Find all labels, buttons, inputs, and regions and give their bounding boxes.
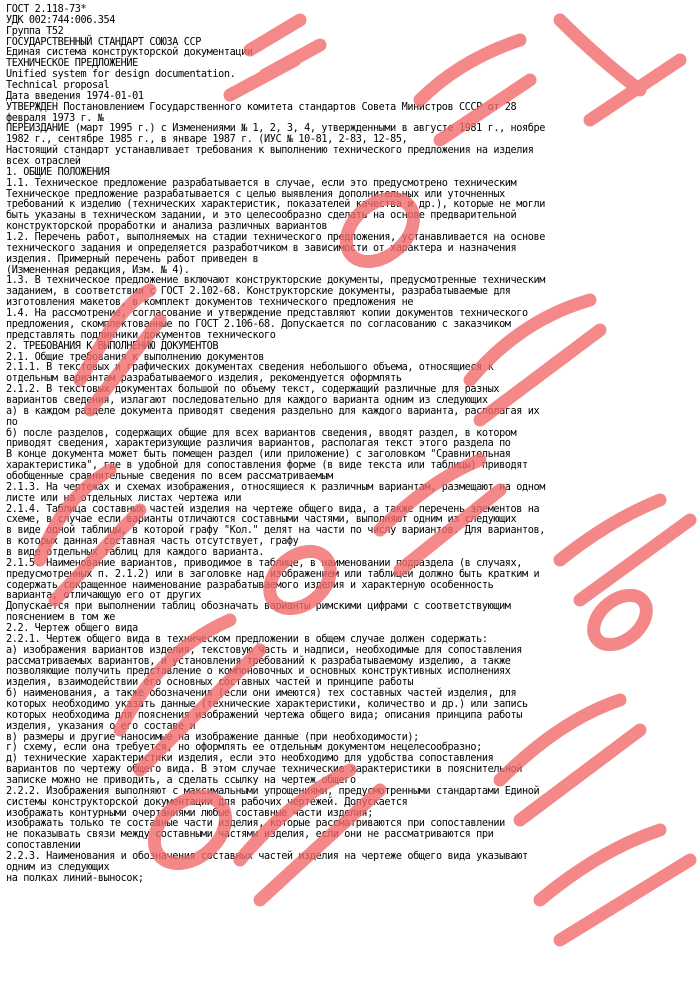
text-line: 1. ОБЩИЕ ПОЛОЖЕНИЯ: [6, 166, 110, 178]
document-body: [6, 5, 696, 885]
text-line: отдельным вариантам разрабатываемого изделия, рекомендуется оформлять: [6, 373, 402, 385]
text-line: изображать только те составные части изделия, которые рассматриваются при сопоставлении: [6, 818, 505, 830]
text-line: не показывать связи между составными частями изделия, если они не рассматриваются при: [6, 829, 494, 841]
text-line: записке можно не приводить, а сделать ссылку на чертеж общего: [6, 775, 356, 787]
text-line: В конце документа может быть помещен раздел (или приложение) с заголовком "Сравнительная: [6, 449, 511, 461]
text-line: обобщенные сравнительные сведения по всем рассматриваемым: [6, 470, 333, 482]
text-line: 2.1.4. Таблица составных частей изделия на чертеже общего вида, а также перечень элементов на: [6, 503, 540, 515]
text-line: одним из следующих: [6, 861, 110, 873]
text-line: ГОСУДАРСТВЕННЫЙ СТАНДАРТ СОЮЗА ССР: [6, 36, 201, 48]
text-line: рассматриваемых вариантов, и установления требований к разрабатываемому изделию, а также: [6, 655, 511, 667]
text-line: изделия. Примерный перечень работ приведен в: [6, 253, 259, 265]
text-line: схеме, в случае если варианты отличаются составными частями, выполняют одним из следующих: [6, 514, 517, 526]
text-line: технического задания и определяется разработчиком в зависимости от характера и назначения: [6, 242, 517, 254]
text-line: содержать сокращенное наименование разрабатываемого изделия и характерную особенность: [6, 579, 494, 591]
text-line: системы конструкторской документации для рабочих чертежей. Допускается: [6, 796, 408, 808]
text-line: г) схему, если она требуется, но оформлять ее отдельным документом нецелесообразно;: [6, 742, 482, 754]
text-line: Группа Т52: [6, 25, 64, 37]
text-line: заданием, в соответствии с ГОСТ 2.102-68. Конструкторские документы, разрабатываемые для: [6, 286, 511, 298]
text-line: ТЕХНИЧЕСКОЕ ПРЕДЛОЖЕНИЕ: [6, 58, 138, 70]
text-line: приводят сведения, характеризующие различия вариантов, располагая текст этого раздела по: [6, 438, 511, 450]
text-line: быть указаны в техническом задании, и это целесообразно сделать на основе предварительной: [6, 210, 517, 222]
text-line: б) наименования, а также обозначения (если они имеются) тех составных частей изделия, для: [6, 688, 517, 700]
text-line: предложения, скомплектованные по ГОСТ 2.106-68. Допускается по согласованию с заказчиком: [6, 318, 511, 330]
text-line: (Измененная редакция, Изм. № 4).: [6, 264, 190, 276]
text-line: в которых данная составная часть отсутствует, графу: [6, 536, 299, 548]
text-line: 2. ТРЕБОВАНИЯ К ВЫПОЛНЕНИЮ ДОКУМЕНТОВ: [6, 340, 219, 352]
text-line: Допускается при выполнении таблиц обозначать варианты римскими цифрами с соответствующим: [6, 601, 511, 613]
text-line: Настоящий стандарт устанавливает требования к выполнению технического предложения на изделия: [6, 145, 534, 157]
text-line: требований к изделию (технических характеристик, показателей качества и др.), которые не могли: [6, 199, 545, 211]
text-line: пояснением в том же: [6, 612, 115, 624]
text-line: вариантов по чертежу общего вида. В этом случае технические характеристики в пояснительной: [6, 764, 523, 776]
text-line: б) после разделов, содержащих общие для всех вариантов сведения, вводят раздел, в котором: [6, 427, 517, 439]
text-line: Unified system for design documentation.: [6, 69, 236, 81]
text-line: ГОСТ 2.118-73*: [6, 4, 87, 15]
text-line: а) в каждом разделе документа приводят сведения раздельно для каждого варианта, располагая их: [6, 405, 540, 417]
text-line: 2.2. Чертеж общего вида: [6, 622, 138, 634]
text-line: изделия, указания о его составе и: [6, 720, 196, 732]
text-line: листе или на отдельных листах чертежа или: [6, 492, 242, 504]
text-line: вариантов сведения, излагают последовательно для каждого варианта одним из следующих: [6, 394, 488, 406]
text-line: Единая система конструкторской документации: [6, 47, 253, 59]
text-line: Technical proposal: [6, 80, 110, 92]
text-line: варианта, отличающую его от других: [6, 590, 201, 602]
text-line: 1.3. В техническое предложение включают конструкторские документы, предусмотренные техническим: [6, 275, 545, 287]
text-line: сопоставлении: [6, 840, 81, 852]
text-line: февраля 1973 г. №: [6, 112, 104, 124]
text-line: 2.1. Общие требования к выполнению документов: [6, 351, 265, 363]
text-line: 2.2.1. Чертеж общего вида в техническом предложении в общем случае должен содержать:: [6, 633, 488, 645]
text-line: на полках линий-выносок;: [6, 872, 144, 884]
text-line: которых необходимо указать данные (технические характеристики, количество и др.) или запись: [6, 699, 528, 710]
text-line: изготовления макетов, в комплект документов технического предложения не: [6, 297, 414, 309]
text-line: Дата введения 1974-01-01: [6, 90, 144, 102]
text-line: изображать контурными очертаниями любые составные части изделия;: [6, 807, 373, 819]
text-line: 2.2.3. Наименования и обозначения составных частей изделия на чертеже общего вида указывают: [6, 851, 528, 863]
text-line: в виде отдельных таблиц для каждого варианта.: [6, 546, 265, 558]
text-line: которых необходима для пояснения изображений чертежа общего вида; описания принципа работы: [6, 709, 523, 721]
text-line: конструкторской проработки и анализа различных вариантов: [6, 221, 328, 233]
text-line: 1982 г., сентябре 1985 г., в январе 1987 г. (ИУС № 10-81, 2-83, 12-85,: [6, 134, 408, 146]
text-line: д) технические характеристики изделия, если это необходимо для удобства сопоставления: [6, 753, 494, 765]
text-line: 2.1.2. В текстовых документах большой по объему текст, содержащий различные для разных: [6, 384, 500, 396]
text-line: 1.4. На рассмотрение, согласование и утверждение представляют копии документов технического: [6, 308, 528, 320]
text-line: по: [6, 416, 18, 428]
text-line: УТВЕРЖДЕН Постановлением Государственного комитета стандартов Совета Министров СССР от 28: [6, 101, 517, 113]
text-line: 2.1.1. В текстовых и графических документах сведения небольшого объема, относящиеся к: [6, 362, 494, 374]
text-line: предусмотренных п. 2.1.2) или в заголовке над изображением или таблицей должно быть кратким и: [6, 568, 540, 580]
text-line: в виде одной таблицы, в которой графу "Кол." делят на части по числу вариантов. Для вариантов,: [6, 525, 545, 537]
text-line: Техническое предложение разрабатывается с целью выявления дополнительных или уточненных: [6, 188, 505, 200]
text-line: а) изображения вариантов изделия, текстовую часть и надписи, необходимые для сопоставления: [6, 644, 523, 656]
text-line: 1.1. Техническое предложение разрабатывается в случае, если это предусмотрено техническим: [6, 177, 517, 189]
text-line: ПЕРЕИЗДАНИЕ (март 1995 г.) с Изменениями № 1, 2, 3, 4, утвержденными в августе 1981 г., ноябре: [6, 123, 545, 135]
text-line: 1.2. Перечень работ, выполняемых на стадии технического предложения, устанавливается на основе: [6, 232, 545, 244]
text-line: 2.1.5. Наименование вариантов, приводимое в таблице, в наименовании подраздела (в случаях,: [6, 557, 523, 569]
text-line: всех отраслей: [6, 156, 81, 168]
text-line: характеристика", где в удобной для сопоставления форме (в виде текста или таблицы) приводят: [6, 460, 528, 472]
text-line: изделия, взаимодействии его основных составных частей и принципе работы: [6, 677, 414, 689]
text-line: УДК 002:744:006.354: [6, 14, 115, 26]
text-line: позволяющие получить представление о компоновочных и основных конструктивных исполнениях: [6, 666, 511, 678]
text-line: 2.2.2. Изображения выполняют с максимальными упрощениями, предусмотренными стандартами Единой: [6, 785, 540, 797]
text-line: представлять подлинники документов технического: [6, 329, 276, 341]
text-line: в) размеры и другие наносимые на изображение данные (при необходимости);: [6, 731, 419, 743]
text-line: 2.1.3. На чертежах и схемах изображения, относящиеся к различным вариантам, размещают на одном: [6, 481, 545, 493]
